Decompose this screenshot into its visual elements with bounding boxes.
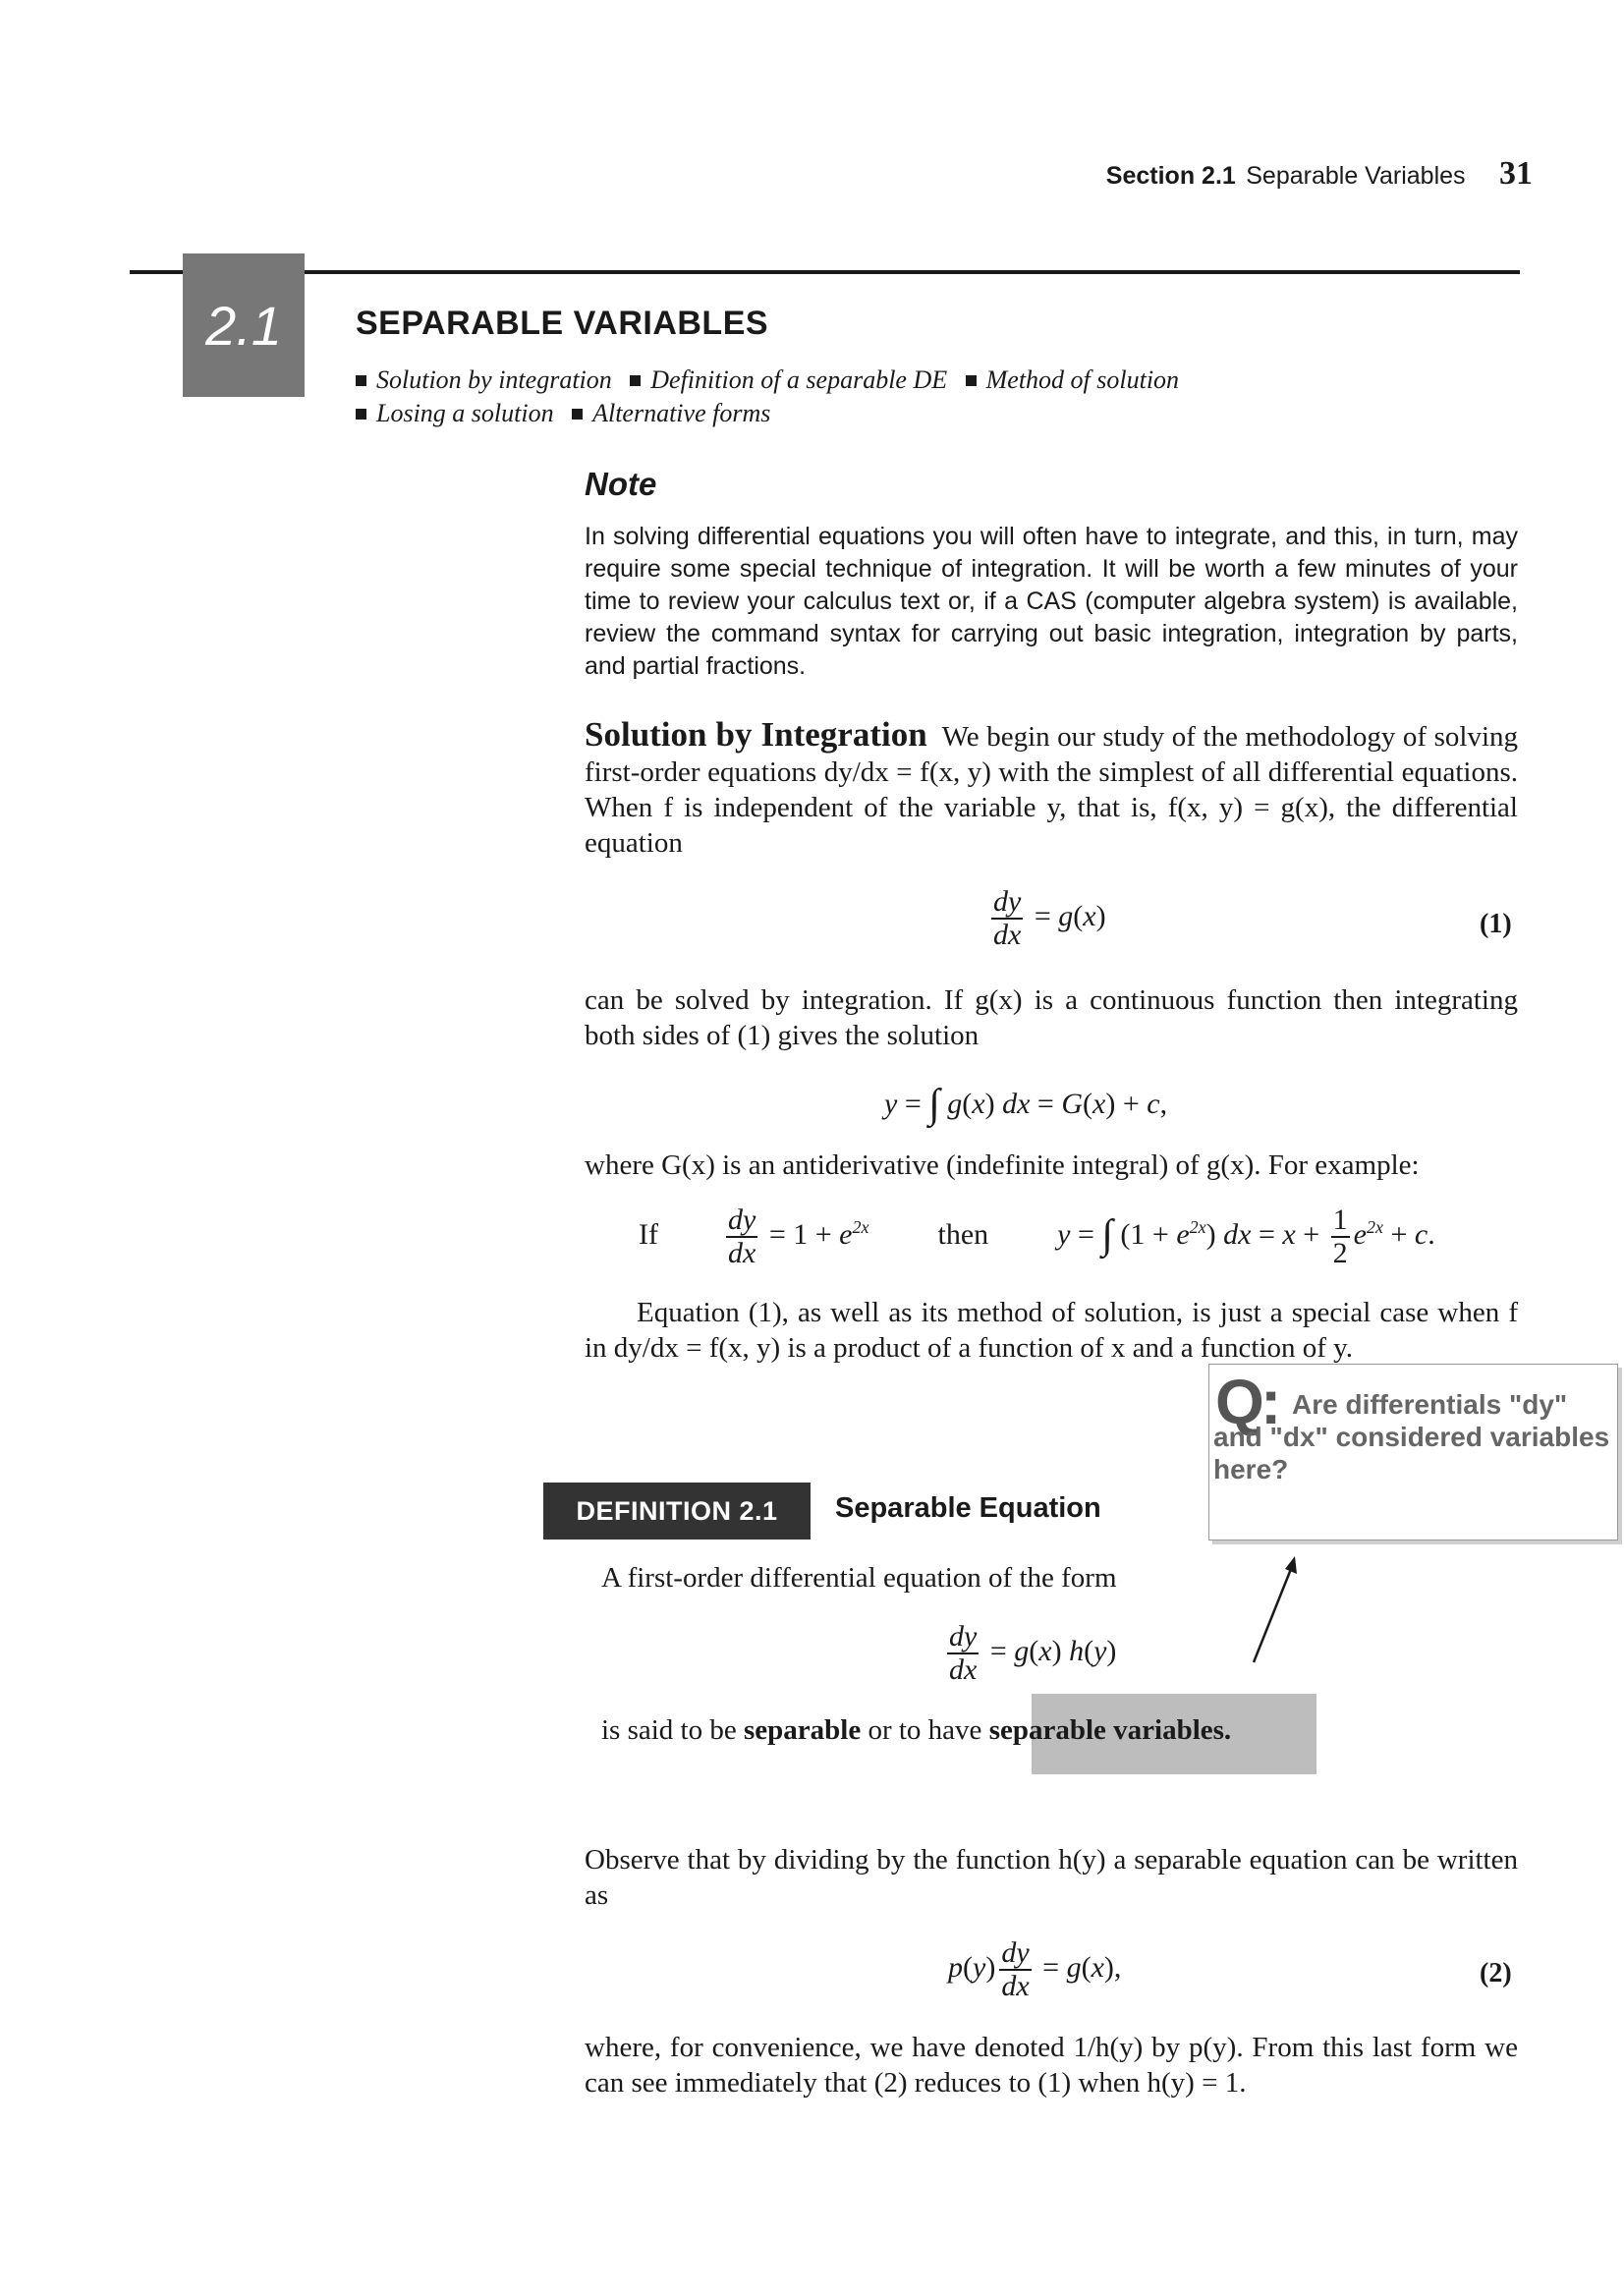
fraction: $\frac{dy}{dx}$	[727, 1204, 756, 1269]
equation-1: $\frac{dy}{dx}$ = g(x)	[993, 885, 1106, 951]
separable-equation: $\frac{dy}{dx}$ = g(x) h(y)	[949, 1620, 1117, 1686]
q-letter: Q	[1215, 1367, 1264, 1437]
fraction: $\frac{1}{2}$	[1332, 1204, 1348, 1269]
running-header	[982, 155, 1533, 195]
term-separable-variables: separable variables.	[988, 1714, 1232, 1746]
note-text: In solving differential equations you will often have to integrate, and this, in turn, may require some special technique of integration. It will be worth a few minutes of your time to review your calculus text or, if a CAS (computer algebra system) is available, review the command syntax for carrying out basic integration, integration by parts, and partial fractions.	[585, 523, 1518, 680]
header-rule	[130, 270, 1520, 274]
fraction: $\frac{dy}{dx}$	[949, 1620, 978, 1686]
question-annotation[interactable]	[1208, 1364, 1618, 1540]
running-header-section-label: Section 2.1	[1105, 162, 1236, 190]
topic-item: Definition of a separable DE	[650, 365, 948, 394]
paragraph-conclusion: where, for convenience, we have denoted 1/h(y) by p(y). From this last form we can see immediately that (2) reduces to (1) when h(y) = 1.	[585, 2032, 1518, 2099]
paragraph-observe: Observe that by dividing by the function h(y) a separable equation can be written as	[585, 1844, 1518, 1911]
equation-2: p(y) $\frac{dy}{dx}$ = g(x),	[948, 1936, 1122, 2002]
topic-item: Solution by integration	[376, 365, 612, 394]
paragraph-text: We begin our study of the methodology of solving first-order equations dy/dx = f(x, y) with the simplest of all differential equations. When f is independent of the variable y, that is, f(x, y) = g(x), the differential equation	[585, 721, 1519, 859]
q-colon: :	[1260, 1367, 1282, 1437]
definition-text-2: is said to be separable or to have separable variables.	[601, 1714, 1232, 1746]
equation-integral: y = ∫ g(x) dx = G(x) + c,	[884, 1082, 1168, 1127]
term-separable: separable	[744, 1714, 862, 1746]
definition-text-1: A first-order differential equation of the form	[601, 1562, 1117, 1594]
example-then: then	[937, 1217, 989, 1251]
topic-item: Alternative forms	[592, 399, 771, 427]
definition-badge: DEFINITION 2.1	[543, 1483, 811, 1540]
bullet-square-icon	[966, 375, 977, 386]
bullet-square-icon	[356, 375, 366, 386]
section-number-badge: 2.1	[183, 253, 305, 397]
bullet-square-icon	[630, 375, 641, 386]
fraction: $\frac{dy}{dx}$	[993, 885, 1022, 951]
paragraph-special-case: Equation (1), as well as its method of solution, is just a special case when f in dy/dx = f(x, y) is a product of a function of x and a function of y.	[585, 1297, 1518, 1364]
topic-item: Losing a solution	[376, 399, 554, 427]
fraction: $\frac{dy}{dx}$	[1001, 1936, 1030, 2002]
topic-item: Method of solution	[985, 365, 1180, 394]
annotation-arrow-icon	[1246, 1552, 1305, 1670]
page-number: 31	[1499, 155, 1533, 192]
running-header-section-title: Separable Variables	[1246, 162, 1466, 190]
run-in-heading: Solution by Integration	[585, 715, 927, 754]
note-heading: Note	[585, 466, 657, 502]
bullet-square-icon	[572, 409, 583, 420]
example-if: If	[639, 1217, 658, 1251]
section-title: SEPARABLE VARIABLES	[356, 305, 769, 342]
bullet-square-icon	[356, 409, 366, 420]
definition-title: Separable Equation	[835, 1492, 1101, 1524]
paragraph-solution-intro	[585, 717, 1518, 861]
paragraph-antiderivative: where G(x) is an antiderivative (indefinite integral) of g(x). For example:	[585, 1149, 1420, 1181]
topics-line-2	[356, 399, 770, 428]
topics-line-1	[356, 365, 1179, 395]
equation-number-1: (1)	[1480, 909, 1512, 939]
example-equation: If $\frac{dy}{dx}$ = $1 + e^{2x}$ then y = ∫ $(1 + e^{2x})$ dx = x + $\frac{1}{2}$ $e^{2x} + c$.	[639, 1204, 1435, 1269]
question-text: Are differentials "dy" and "dx" considered variables here?	[1213, 1389, 1610, 1484]
paragraph-integration: can be solved by integration. If g(x) is a continuous function then integrating both sides of (1) gives the solution	[585, 984, 1518, 1051]
equation-number-2: (2)	[1480, 1958, 1512, 1988]
